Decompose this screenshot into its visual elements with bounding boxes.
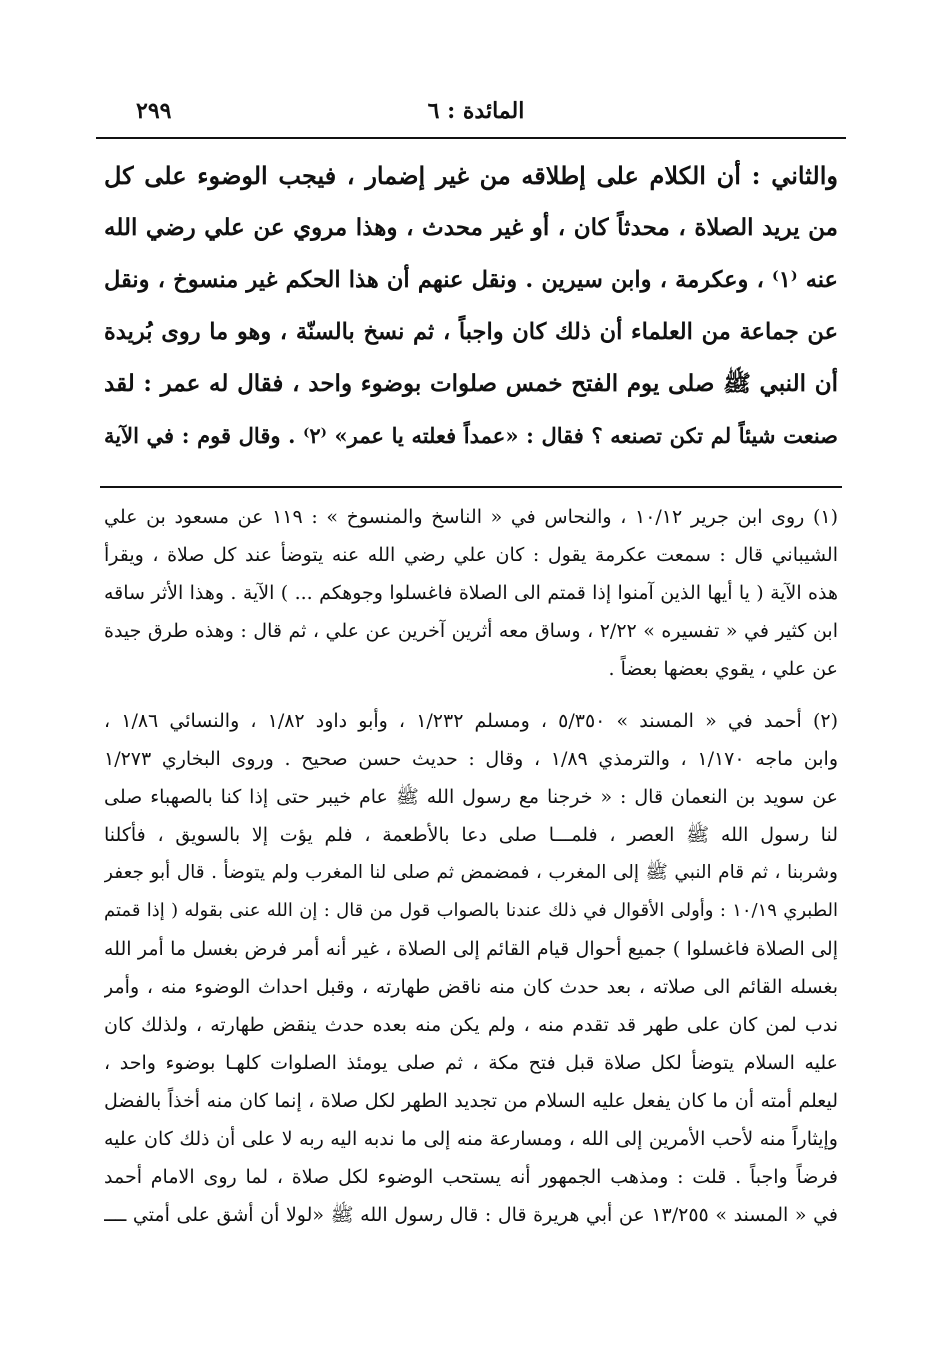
running-title: المائدة : ٦ — [427, 98, 525, 124]
main-text — [104, 150, 838, 462]
main-text-line: والثاني : أن الكلام على إطلاقه من غير إضمار ، فيجب الوضوء على كل — [104, 161, 838, 190]
footnote-line: فرضاً واجباً . قلت : ومذهب الجمهور أنه يستحب الوضوء لكل صلاة ، لما روى الامام أحمد — [104, 1166, 838, 1188]
footnotes — [104, 498, 838, 1234]
main-text-line: عنه ⁽١⁾ ، وعكرمة ، وابن سيرين . ونقل عنهم أن هذا الحكم غير منسوخ ، ونقل — [104, 267, 838, 293]
page-number: ٢٩٩ — [136, 98, 172, 124]
footnote-2 — [104, 702, 838, 1234]
footnote-line: لنا رسول الله ﷺ العصر ، فلمـــا صلى دعا بالأطعمة ، فلم يؤت إلا بالسويق ، فأكلنا — [104, 824, 838, 846]
footnote-line: الشيباني قال : سمعت عكرمة يقول : كان علي رضي الله عنه يتوضأ عند كل صلاة ، ويقرأ — [104, 544, 838, 566]
footnote-line: بغسله القائم الى صلاته ، بعد حدث كان منه ناقض طهارته ، وقبل احداث الوضوء منه ، وأمر — [104, 976, 838, 998]
header-rule — [96, 137, 846, 139]
footnote-line: (٢) أحمد في « المسند » ٥/٣٥٠ ، ومسلم ١/٢٣٢ ، وأبو داود ١/٨٢ ، والنسائي ١/٨٦ ، — [104, 710, 838, 732]
footnote-line: عن سويد بن النعمان قال : « خرجنا مع رسول الله ﷺ عام خيبر حتى إذا كنا بالصهباء صلى — [104, 786, 838, 808]
main-text-line: أن النبي ﷺ صلى يوم الفتح خمس صلوات بوضوء واحد ، فقال له عمر : لقد — [104, 370, 838, 397]
main-text-line: عن جماعة من العلماء أن ذلك كان واجباً ، ثم نسخ بالسنّة ، وهو ما روى بُريدة — [104, 319, 838, 345]
footnote-line: الطبري ١٠/١٩ : وأولى الأقوال في ذلك عندنا بالصواب قول من قال : إن الله عنى بقوله ( إذا قمتم — [104, 900, 838, 921]
footnote-line: في « المسند » ١٣/٢٥٥ عن أبي هريرة قال : قال رسول الله ﷺ «لولا أن أشق على أمتي ــــ — [104, 1204, 838, 1226]
footnote-line: وإيثاراً منه لأحب الأمرين إلى الله ، ومسارعة منه إلى ما ندبه اليه ربه لا على أن ذلك كان عليه — [104, 1128, 838, 1150]
footnote-line: هذه الآية ( يا أيها الذين آمنوا إذا قمتم الى الصلاة فاغسلوا وجوهكم ... ) الآية . وهذا الأثر ساقه — [104, 582, 838, 604]
footnote-1 — [104, 498, 838, 688]
footnote-line: (١) روى ابن جرير ١٠/١٢ ، والنحاس في « الناسخ والمنسوخ » : ١١٩ عن مسعود بن علي — [104, 506, 838, 528]
main-text-line: صنعت شيئاً لم تكن تصنعه ؟ فقال : «عمداً فعلته يا عمر» ⁽٢⁾ . وقال قوم : في الآية — [104, 423, 838, 448]
footnote-line: عليه السلام يتوضأ لكل صلاة قبل فتح مكة ، ثم صلى يومئذ الصلوات كلهـا بوضوء واحد ، — [104, 1052, 838, 1074]
footnote-line: عن علي ، يقوي بعضها بعضاً . — [608, 658, 838, 680]
page-header — [110, 92, 842, 132]
footnote-line: إلى الصلاة فاغسلوا ) جميع أحوال قيام القائم إلى الصلاة ، غير أنه أمر فرض بغسل ما أمر الله — [104, 938, 838, 960]
footnote-line: وشربنا ، ثم قام النبي ﷺ إلى المغرب ، فمضمض ثم صلى لنا المغرب ولم يتوضأ . قال أبو جعفر — [104, 862, 838, 883]
footnote-rule — [100, 486, 842, 488]
footnote-line: ليعلم أمته أن ما كان يفعل عليه السلام من تجديد الطهر لكل صلاة ، إنما كان منه أخذاً بالفضل — [104, 1090, 838, 1112]
main-text-line: من يريد الصلاة ، محدثاً كان ، أو غير محدث ، وهذا مروي عن علي رضي الله — [104, 214, 838, 241]
footnote-line: ندب لمن كان على طهر قد تقدم منه ، ولم يكن منه بعده حدث ينقض طهارته ، ولذلك كان — [104, 1014, 838, 1036]
footnote-gap — [104, 688, 838, 702]
footnote-line: وابن ماجه ١/١٧٠ ، والترمذي ١/٨٩ ، وقال : حديث حسن صحيح . وروى البخاري ١/٢٧٣ — [104, 748, 838, 770]
footnote-line: ابن كثير في « تفسيره » ٢/٢٢ ، وساق معه أثرين آخرين عن علي ، ثم قال : وهذه طرق جيدة — [104, 620, 838, 642]
